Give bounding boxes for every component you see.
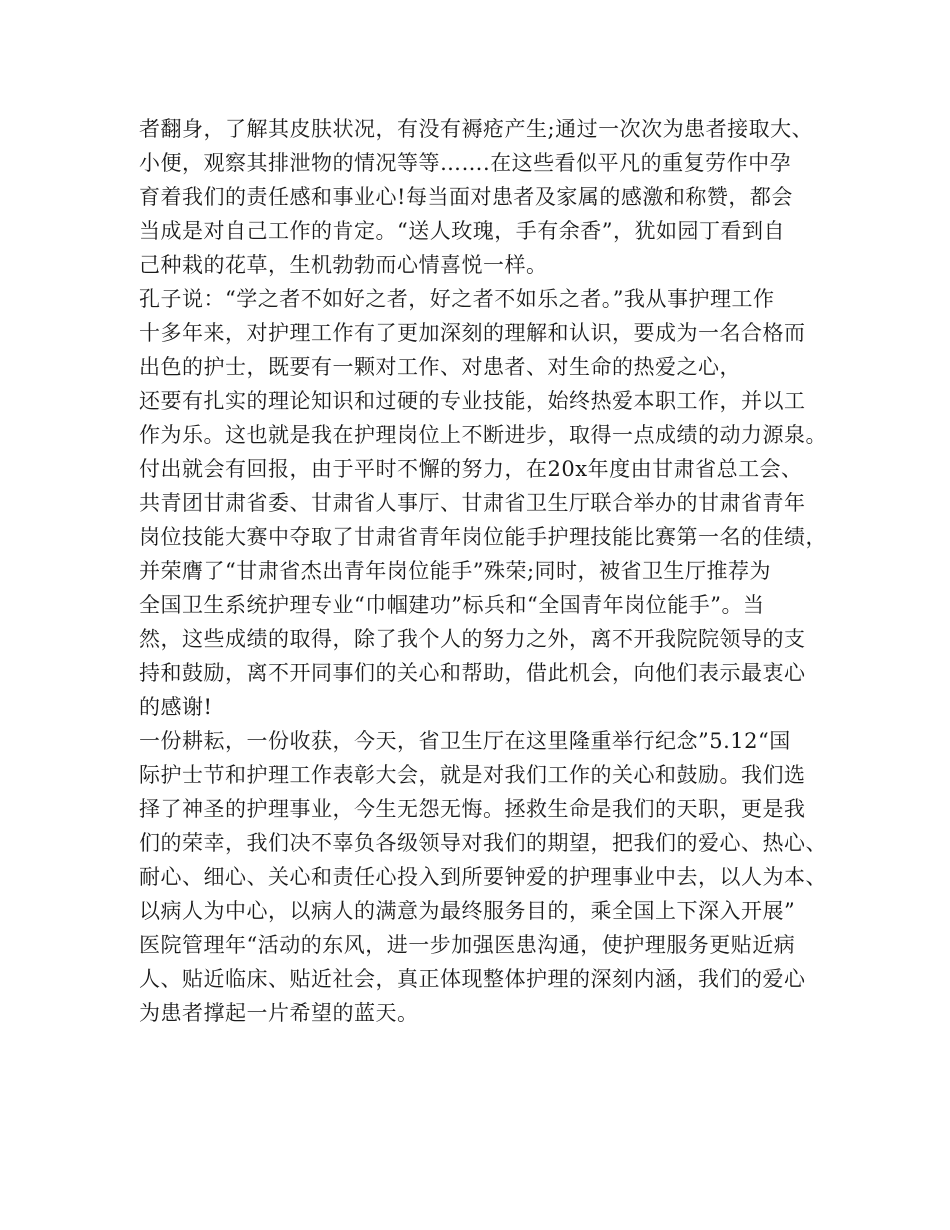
text-line: 全国卫生系统护理专业“巾帼建功”标兵和“全国青年岗位能手”。当	[139, 593, 765, 617]
text-line: 共青团甘肃省委、甘肃省人事厅、甘肃省卫生厅联合举办的甘肃省青年	[139, 491, 806, 515]
text-line: 一份耕耘，一份收获，今天，省卫生厅在这里隆重举行纪念”5.12“国	[139, 729, 791, 753]
text-line: 小便，观察其排泄物的情况等等…….在这些看似平凡的重复劳作中孕	[139, 151, 792, 175]
text-line: 以病人为中心，以病人的满意为最终服务目的，乘全国上下深入开展”	[139, 899, 796, 923]
text-line: 持和鼓励，离不开同事们的关心和帮助，借此机会，向他们表示最衷心	[139, 661, 806, 685]
text-line: 出色的护士，既要有一颗对工作、对患者、对生命的热爱之心，	[139, 355, 741, 379]
text-line: 然，这些成绩的取得，除了我个人的努力之外，离不开我院院领导的支	[139, 627, 806, 651]
text-line: 并荣膺了“甘肃省杰出青年岗位能手”殊荣;同时，被省卫生厅推荐为	[139, 559, 772, 583]
text-line: 者翻身，了解其皮肤状况，有没有褥疮产生;通过一次次为患者接取大、	[139, 117, 814, 141]
text-line: 的感谢!	[139, 695, 213, 719]
text-line: 人、贴近临床、贴近社会，真正体现整体护理的深刻内涵，我们的爱心	[139, 967, 806, 991]
text-line: 十多年来，对护理工作有了更加深刻的理解和认识，要成为一名合格而	[139, 321, 806, 345]
text-line: 还要有扎实的理论知识和过硬的专业技能，始终热爱本职工作，并以工	[139, 389, 806, 413]
text-line: 为患者撑起一片希望的蓝天。	[139, 1001, 419, 1025]
text-line: 医院管理年“活动的东风，进一步加强医患沟通，使护理服务更贴近病	[139, 933, 796, 957]
text-line: 己种栽的花草，生机勃勃而心情喜悦一样。	[139, 253, 548, 277]
text-line: 作为乐。这也就是我在护理岗位上不断进步，取得一点成绩的动力源泉。	[139, 423, 827, 447]
text-line: 付出就会有回报，由于平时不懈的努力，在20x年度由甘肃省总工会、	[139, 457, 803, 481]
text-line: 岗位技能大赛中夺取了甘肃省青年岗位能手护理技能比赛第一名的佳绩，	[139, 525, 827, 549]
body-text	[139, 112, 839, 1030]
text-line: 育着我们的责任感和事业心!每当面对患者及家属的感激和称赞，都会	[139, 185, 793, 209]
text-line: 孔子说：“学之者不如好之者，好之者不如乐之者。”我从事护理工作	[139, 287, 775, 311]
text-line: 际护士节和护理工作表彰大会，就是对我们工作的关心和鼓励。我们选	[139, 763, 806, 787]
text-line: 耐心、细心、关心和责任心投入到所要钟爱的护理事业中去，以人为本、	[139, 865, 827, 889]
text-line: 们的荣幸，我们决不辜负各级领导对我们的期望，把我们的爱心、热心、	[139, 831, 827, 855]
text-line: 择了神圣的护理事业，今生无怨无悔。拯救生命是我们的天职，更是我	[139, 797, 806, 821]
text-line: 当成是对自己工作的肯定。“送人玫瑰，手有余香”，犹如园丁看到自	[139, 219, 785, 243]
